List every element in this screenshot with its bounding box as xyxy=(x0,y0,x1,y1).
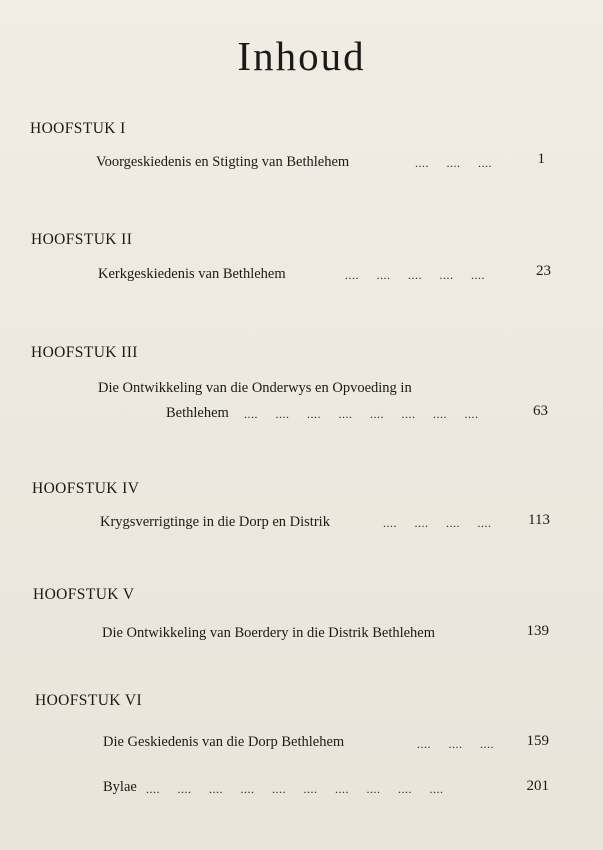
chapter-heading-4: HOOFSTUK IV xyxy=(32,480,140,497)
toc-entry-text: Die Ontwikkeling van die Onderwys en Opvoeding in xyxy=(98,380,412,396)
dot-leader: .... .... .... xyxy=(415,156,492,170)
toc-page-number: 139 xyxy=(526,623,549,639)
chapter-heading-6: HOOFSTUK VI xyxy=(35,692,143,709)
dot-leader: .... .... .... .... .... xyxy=(345,268,485,282)
toc-entry-text: Kerkgeskiedenis van Bethlehem xyxy=(98,266,286,282)
chapter-heading-1: HOOFSTUK I xyxy=(30,120,126,137)
toc-entry-text: Die Ontwikkeling van Boerdery in die Distrik Bethlehem xyxy=(102,625,436,641)
toc-page-number: 113 xyxy=(528,512,550,528)
toc-entry-text: Krygsverrigtinge in die Dorp en Distrik xyxy=(100,514,330,530)
dot-leader: .... .... .... xyxy=(417,737,494,751)
chapter-heading-5: HOOFSTUK V xyxy=(33,586,135,603)
chapter-heading-2: HOOFSTUK II xyxy=(31,231,133,248)
toc-page-number: 201 xyxy=(526,778,549,794)
dot-leader: .... .... .... .... .... .... .... .... .... .... xyxy=(146,782,444,796)
toc-page-number: 23 xyxy=(536,263,551,279)
toc-entry-text: Bylae xyxy=(103,779,137,795)
toc-entry-text-continued: Bethlehem xyxy=(166,405,229,421)
toc-page-number: 159 xyxy=(526,733,549,749)
toc-entry-text: Die Geskiedenis van die Dorp Bethlehem xyxy=(103,734,345,750)
dot-leader: .... .... .... .... xyxy=(383,516,492,530)
toc-page-number: 63 xyxy=(533,403,548,419)
chapter-heading-3: HOOFSTUK III xyxy=(31,344,138,361)
dot-leader: .... .... .... .... .... .... .... .... xyxy=(244,407,479,421)
toc-page-number: 1 xyxy=(537,151,545,167)
toc-entry-text: Voorgeskiedenis en Stigting van Bethlehem xyxy=(96,154,350,170)
page-title: Inhoud xyxy=(237,33,366,79)
